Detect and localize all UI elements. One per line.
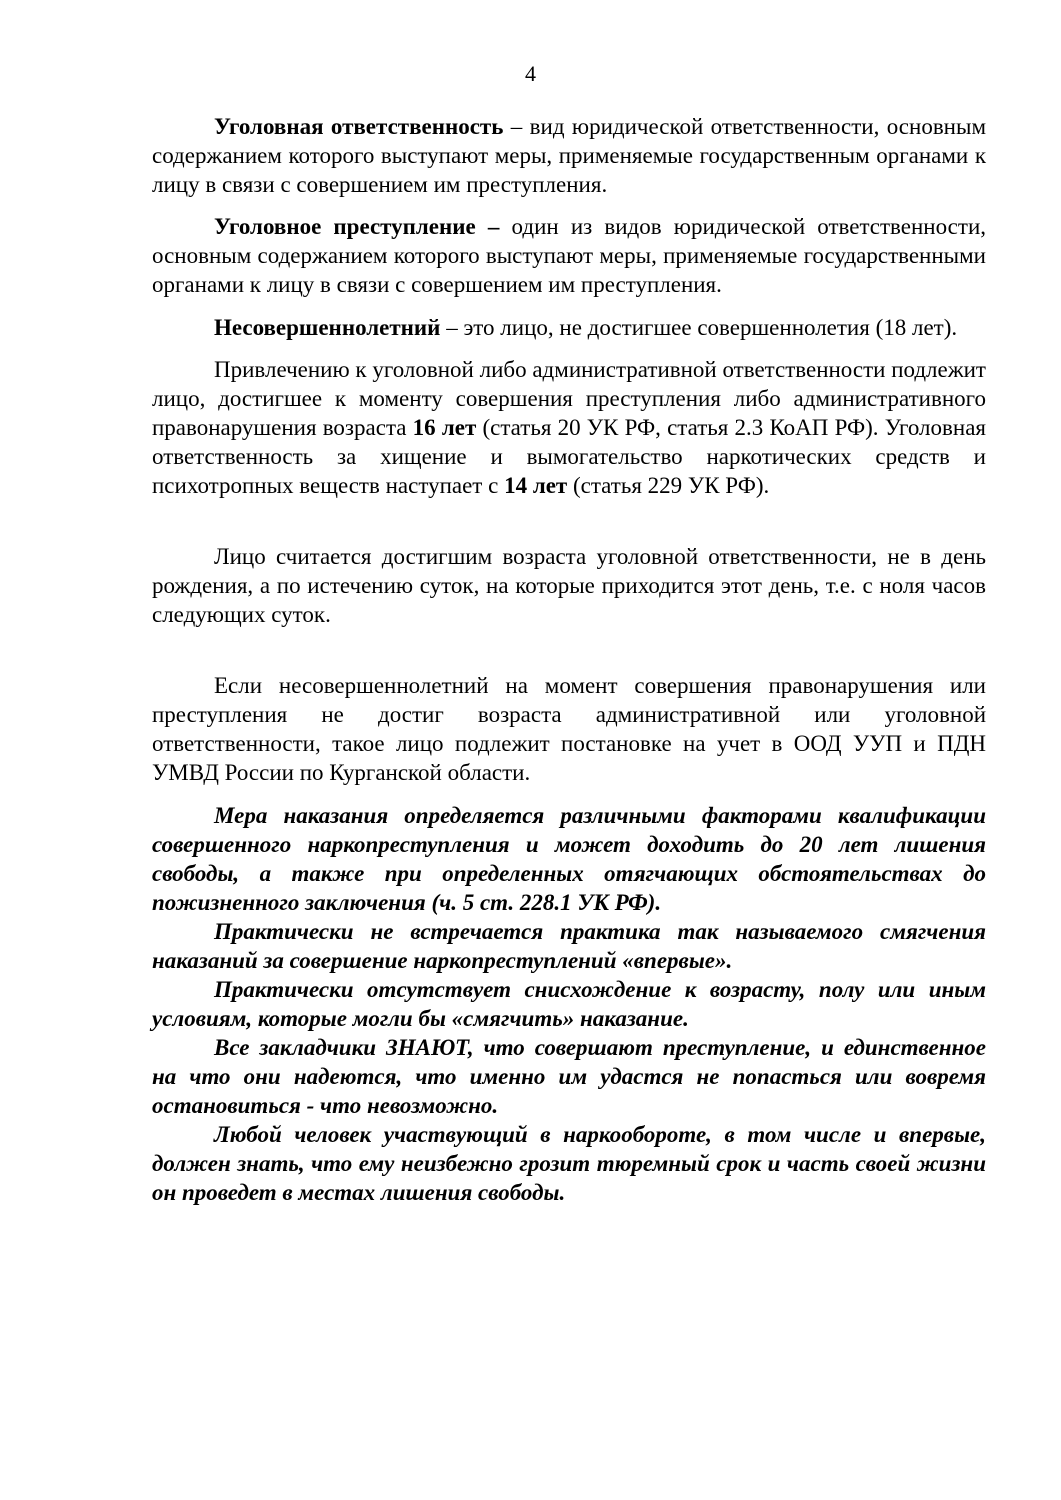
paragraph-age-of-liability [152,355,986,500]
paragraph-registration: Если несовершеннолетний на момент совершения правонарушения или преступления не достиг возраста административной или уголовной ответственности, такое лицо подлежит постановке на учет в ООД УУП и ПДН УМВД России по Курганской области. [152,673,986,785]
italic-paragraph-warning: Любой человек участвующий в наркообороте, в том числе и впервые, должен знать, что ему неизбежно грозит тюремный срок и часть своей жизни он проведет в местах лишения свободы. [152,1122,986,1205]
page-number: 4 [525,61,536,86]
paragraph-age-reached: Лицо считается достигшим возраста уголовной ответственности, не в день рождения, а по истечению суток, на которые приходится этот день, т.е. с ноля часов следующих суток. [152,544,986,627]
definition-minor-text: – это лицо, не достигшее совершеннолетия (18 лет). [440,315,958,340]
term-minor: Несовершеннолетний [214,315,441,340]
italic-paragraph-couriers: Все закладчики ЗНАЮТ, что совершают преступление, и единственное на что они надеются, что именно им удастся не попасться или вовремя остановиться - что невозможно. [152,1035,986,1118]
age-of-liability-text-2: (статья 20 УК РФ, статья 2.3 КоАП РФ). Уголовная ответственность за хищение и вымогательство наркотических средств и психотропных веществ наступает с [152,415,986,498]
italic-paragraph-no-mitigation: Практически не встречается практика так называемого смягчения наказаний за совершение наркопреступлений «впервые». [152,919,986,973]
definition-criminal-liability-text: – вид юридической ответственности, основным содержанием которого выступают меры, применяемые государственным органами к лицу в связи с совершением им преступления. [152,114,986,197]
definition-criminal-offense [152,212,986,299]
definition-criminal-offense-text: один из видов юридической ответственности, основным содержанием которого выступают меры, применяемые государственными органами к лицу в связи с совершением им преступления. [152,214,986,297]
definition-minor [152,313,986,342]
term-criminal-offense: Уголовное преступление – [214,214,500,239]
age-14: 14 лет [504,473,568,498]
italic-paragraph-punishment: Мера наказания определяется различными факторами квалификации совершенного наркопреступления и может доходить до 20 лет лишения свободы, а также при определенных отягчающих обстоятельствах до пожизненного заключения (ч. 5 ст. 228.1 УК РФ). [152,803,986,915]
italic-paragraph-no-leniency: Практически отсутствует снисхождение к возрасту, полу или иным условиям, которые могли бы «смягчить» наказание. [152,977,986,1031]
age-16: 16 лет [412,415,477,440]
document-body [152,112,986,1207]
term-criminal-liability: Уголовная ответственность [214,114,504,139]
age-of-liability-text-1: Привлечению к уголовной либо административной ответственности подлежит лицо, достигшее к моменту совершения преступления либо административного правонарушения возраста [152,357,986,440]
definition-criminal-liability [152,112,986,199]
age-of-liability-text-3: (статья 229 УК РФ). [567,473,770,498]
